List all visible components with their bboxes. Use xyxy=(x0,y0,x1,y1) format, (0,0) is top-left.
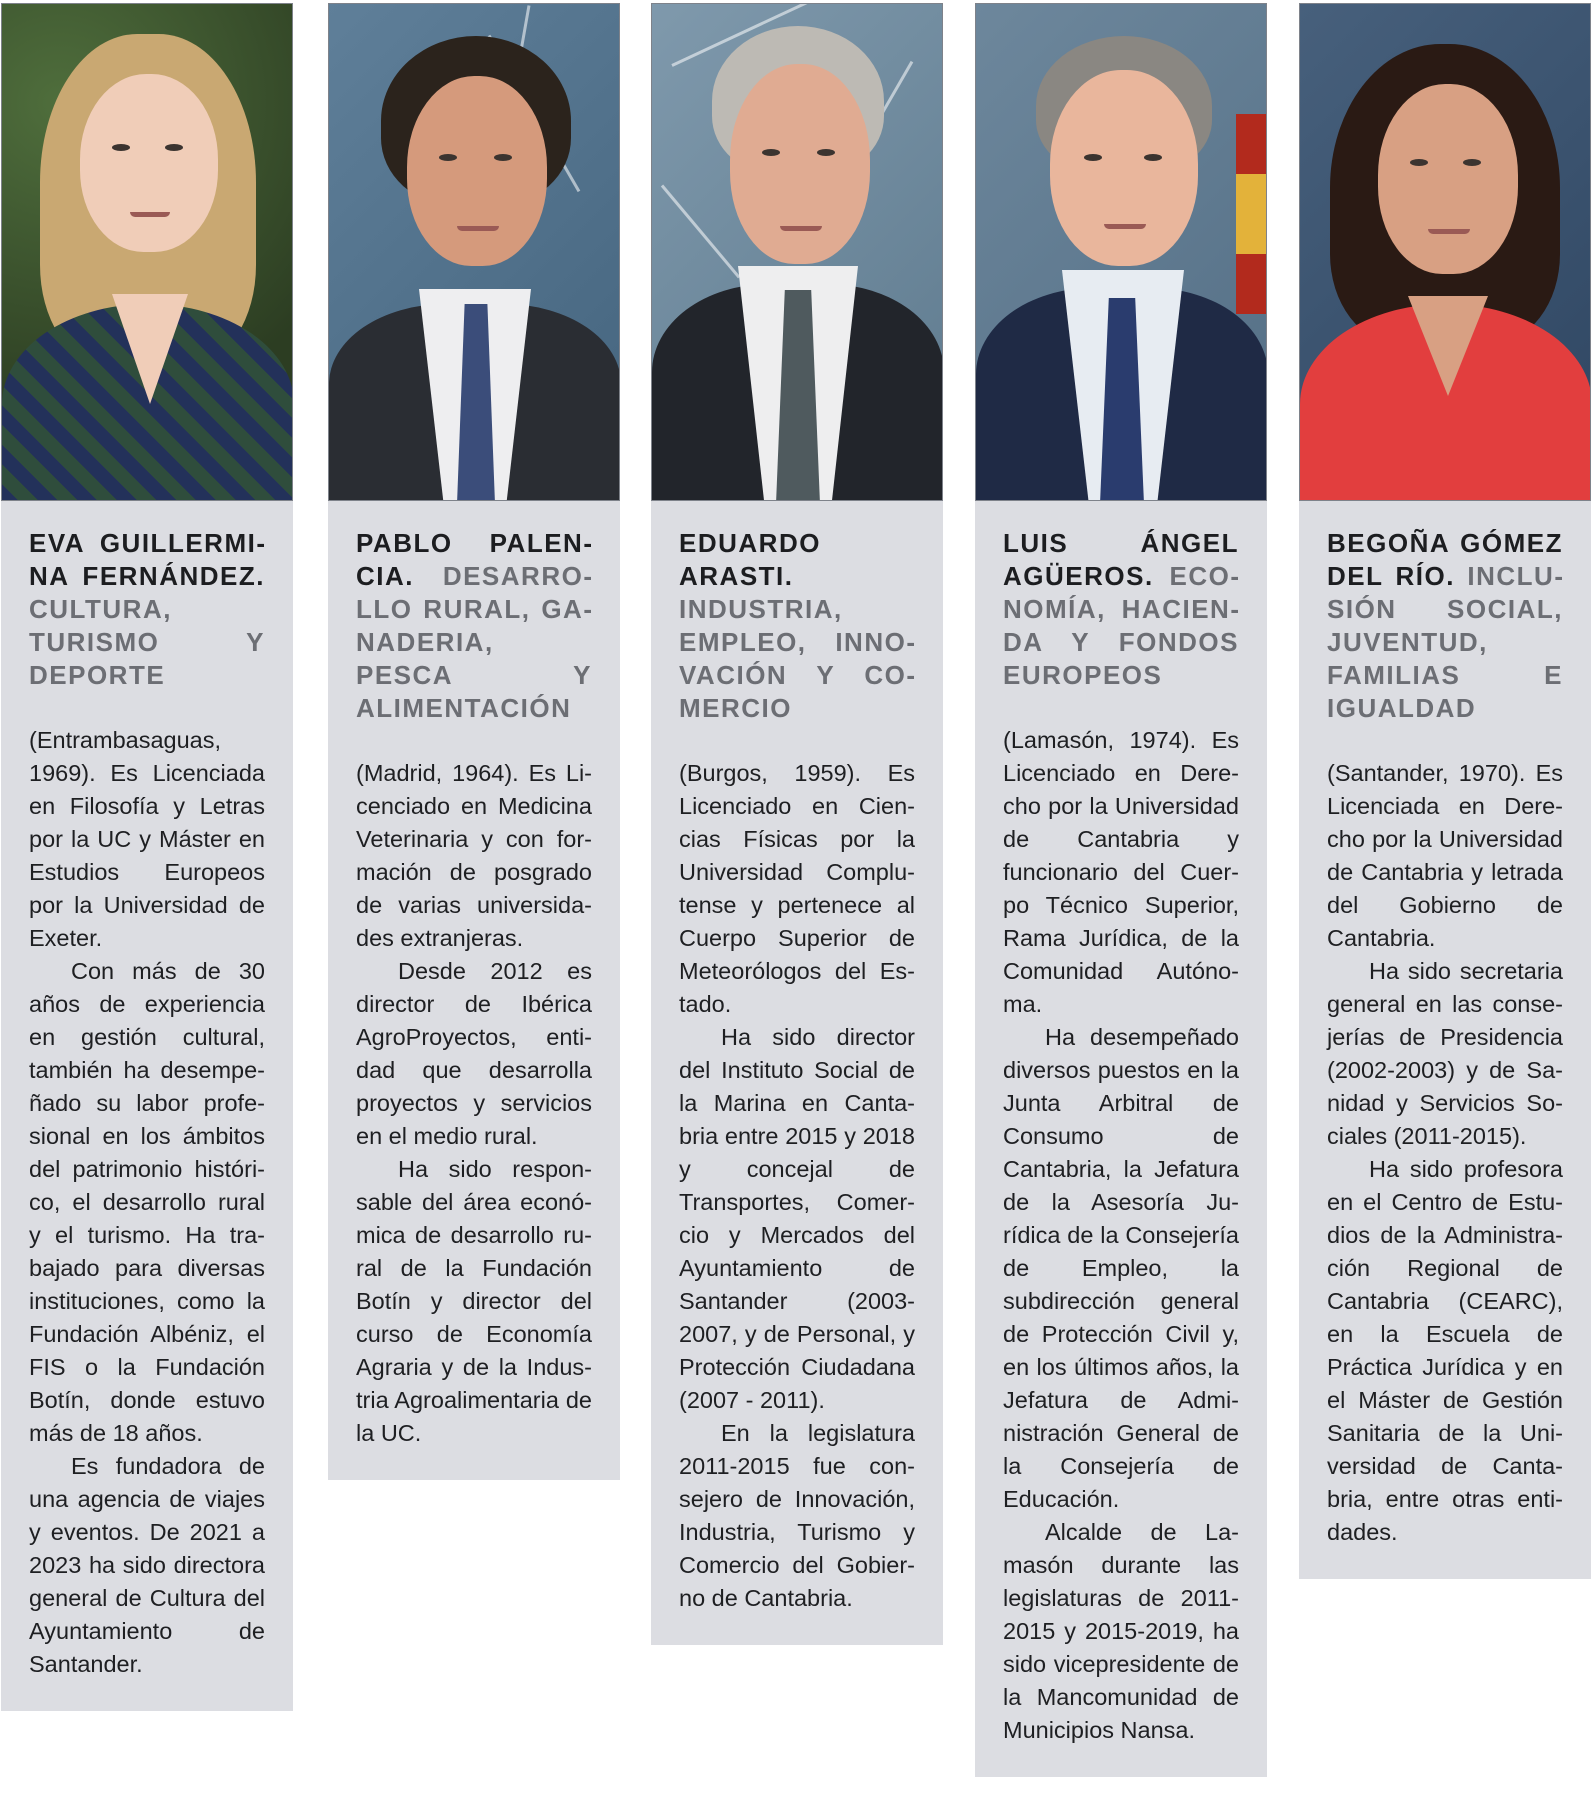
profile-eduardo xyxy=(651,3,943,1645)
bio-paragraph: Desde 2012 es director de Ibérica AgroProyectos, entidad que desarrolla proyectos y servicios en el medio rural. xyxy=(356,958,592,1149)
bio-paragraph: (Madrid, 1964). Es Licenciado en Medicina Veterinaria y con formación de posgrado de varias universidades extranjeras. xyxy=(356,760,592,951)
bio-paragraph: (Santander, 1970). Es Licenciada en Derecho por la Universidad de Cantabria y letrada del Gobierno de Cantabria. xyxy=(1327,760,1563,951)
portrait-photo-begona xyxy=(1299,3,1591,501)
profile-heading xyxy=(1327,527,1563,725)
profile-name: BEGOÑA GÓMEZ DEL RÍO. xyxy=(1327,528,1563,591)
profile-eva xyxy=(1,3,293,1711)
profile-name: EVA GUILLERMINA FERNÁNDEZ. xyxy=(29,528,265,591)
profile-bio xyxy=(679,757,915,1615)
bio-paragraph: Es fundadora de una agencia de viajes y eventos. De 2021 a 2023 ha sido directora general de Cultura del Ayuntamiento de Santander. xyxy=(29,1453,265,1677)
profile-department: CULTURA, TURISMO Y DEPORTE xyxy=(29,594,265,690)
profile-department: INDUSTRIA, EMPLEO, INNOVACIÓN Y COMERCIO xyxy=(679,594,915,723)
bio-paragraph: En la legislatura 2011-2015 fue consejero de Innovación, Industria, Turismo y Comercio del Gobierno de Cantabria. xyxy=(679,1420,915,1611)
bio-paragraph: (Lamasón, 1974). Es Licenciado en Derecho por la Universidad de Cantabria y funcionario del Cuerpo Técnico Superior, Rama Jurídica, de la Comunidad Autónoma. xyxy=(1003,727,1239,1017)
bio-paragraph: Ha sido responsable del área económica de desarrollo rural de la Fundación Botín y director del curso de Economía Agraria y de la Industria Agroalimentaria de la UC. xyxy=(356,1156,592,1446)
profile-bio xyxy=(356,757,592,1450)
profile-heading xyxy=(679,527,915,725)
portrait-photo-eduardo xyxy=(651,3,943,501)
profile-department: DESARROLLO RURAL, GANADERIA, PESCA Y ALIMENTACIÓN xyxy=(356,561,592,723)
bio-paragraph: Ha sido secretaria general en las consejerías de Presidencia (2002-2003) y de Sanidad y Servicios Sociales (2011-2015). xyxy=(1327,958,1563,1149)
profile-heading xyxy=(356,527,592,725)
profile-card-pablo xyxy=(328,501,620,1480)
profile-bio xyxy=(29,724,265,1681)
bio-paragraph: Ha sido director del Instituto Social de la Marina en Cantabria entre 2015 y 2018 y concejal de Transportes, Comercio y Mercados del Ayuntamiento de Santander (2003-2007, y de Personal, y Protección Ciudadana (2007 - 2011). xyxy=(679,1024,915,1413)
profile-card-luis xyxy=(975,501,1267,1777)
bio-paragraph: Alcalde de Lamasón durante las legislaturas de 2011-2015 y 2015-2019, ha sido vicepresidente de la Mancomunidad de Municipios Nansa. xyxy=(1003,1519,1239,1743)
profile-card-eva xyxy=(1,501,293,1711)
bio-paragraph: (Entrambasaguas, 1969). Es Licenciada en Filosofía y Letras por la UC y Máster en Estudios Europeos por la Universidad de Exeter. xyxy=(29,727,265,951)
profile-card-begona xyxy=(1299,501,1591,1579)
portrait-photo-eva xyxy=(1,3,293,501)
portrait-photo-luis xyxy=(975,3,1267,501)
bio-paragraph: Ha desempeñado diversos puestos en la Junta Arbitral de Consumo de Cantabria, la Jefatura de la Asesoría Jurídica de la Consejería de Empleo, la subdirección general de Protección Civil y, en los últimos años, la Jefatura de Administración General de la Consejería de Educación. xyxy=(1003,1024,1239,1512)
profile-luis xyxy=(975,3,1267,1777)
profile-name: LUIS ÁNGEL AGÜEROS. xyxy=(1003,528,1239,591)
profile-begona xyxy=(1299,3,1591,1579)
portrait-photo-pablo xyxy=(328,3,620,501)
profile-card-eduardo xyxy=(651,501,943,1645)
profile-department: ECONOMÍA, HACIENDA Y FONDOS EUROPEOS xyxy=(1003,561,1239,690)
bio-paragraph: (Burgos, 1959). Es Licenciado en Ciencias Físicas por la Universidad Complutense y pertenece al Cuerpo Superior de Meteorólogos del Estado. xyxy=(679,760,915,1017)
profile-pablo xyxy=(328,3,620,1480)
profile-bio xyxy=(1327,757,1563,1549)
profile-name: PABLO PALENCIA. xyxy=(356,528,592,591)
bio-paragraph: Con más de 30 años de experiencia en gestión cultural, también ha desempeñado su labor profesional en los ámbitos del patrimonio histórico, el desarrollo rural y el turismo. Ha trabajado para diversas instituciones, como la Fundación Albéniz, el FIS o la Fundación Botín, donde estuvo más de 18 años. xyxy=(29,958,265,1446)
profile-department: INCLUSIÓN SOCIAL, JUVENTUD, FAMILIAS E IGUALDAD xyxy=(1327,561,1563,723)
bio-paragraph: Ha sido profesora en el Centro de Estudios de la Administración Regional de Cantabria (CEARC), en la Escuela de Práctica Jurídica y en el Máster de Gestión Sanitaria de la Universidad de Cantabria, entre otras entidades. xyxy=(1327,1156,1563,1545)
profile-heading xyxy=(1003,527,1239,692)
profile-heading xyxy=(29,527,265,692)
profile-bio xyxy=(1003,724,1239,1747)
profile-name: EDUARDO ARASTI. xyxy=(679,528,821,591)
